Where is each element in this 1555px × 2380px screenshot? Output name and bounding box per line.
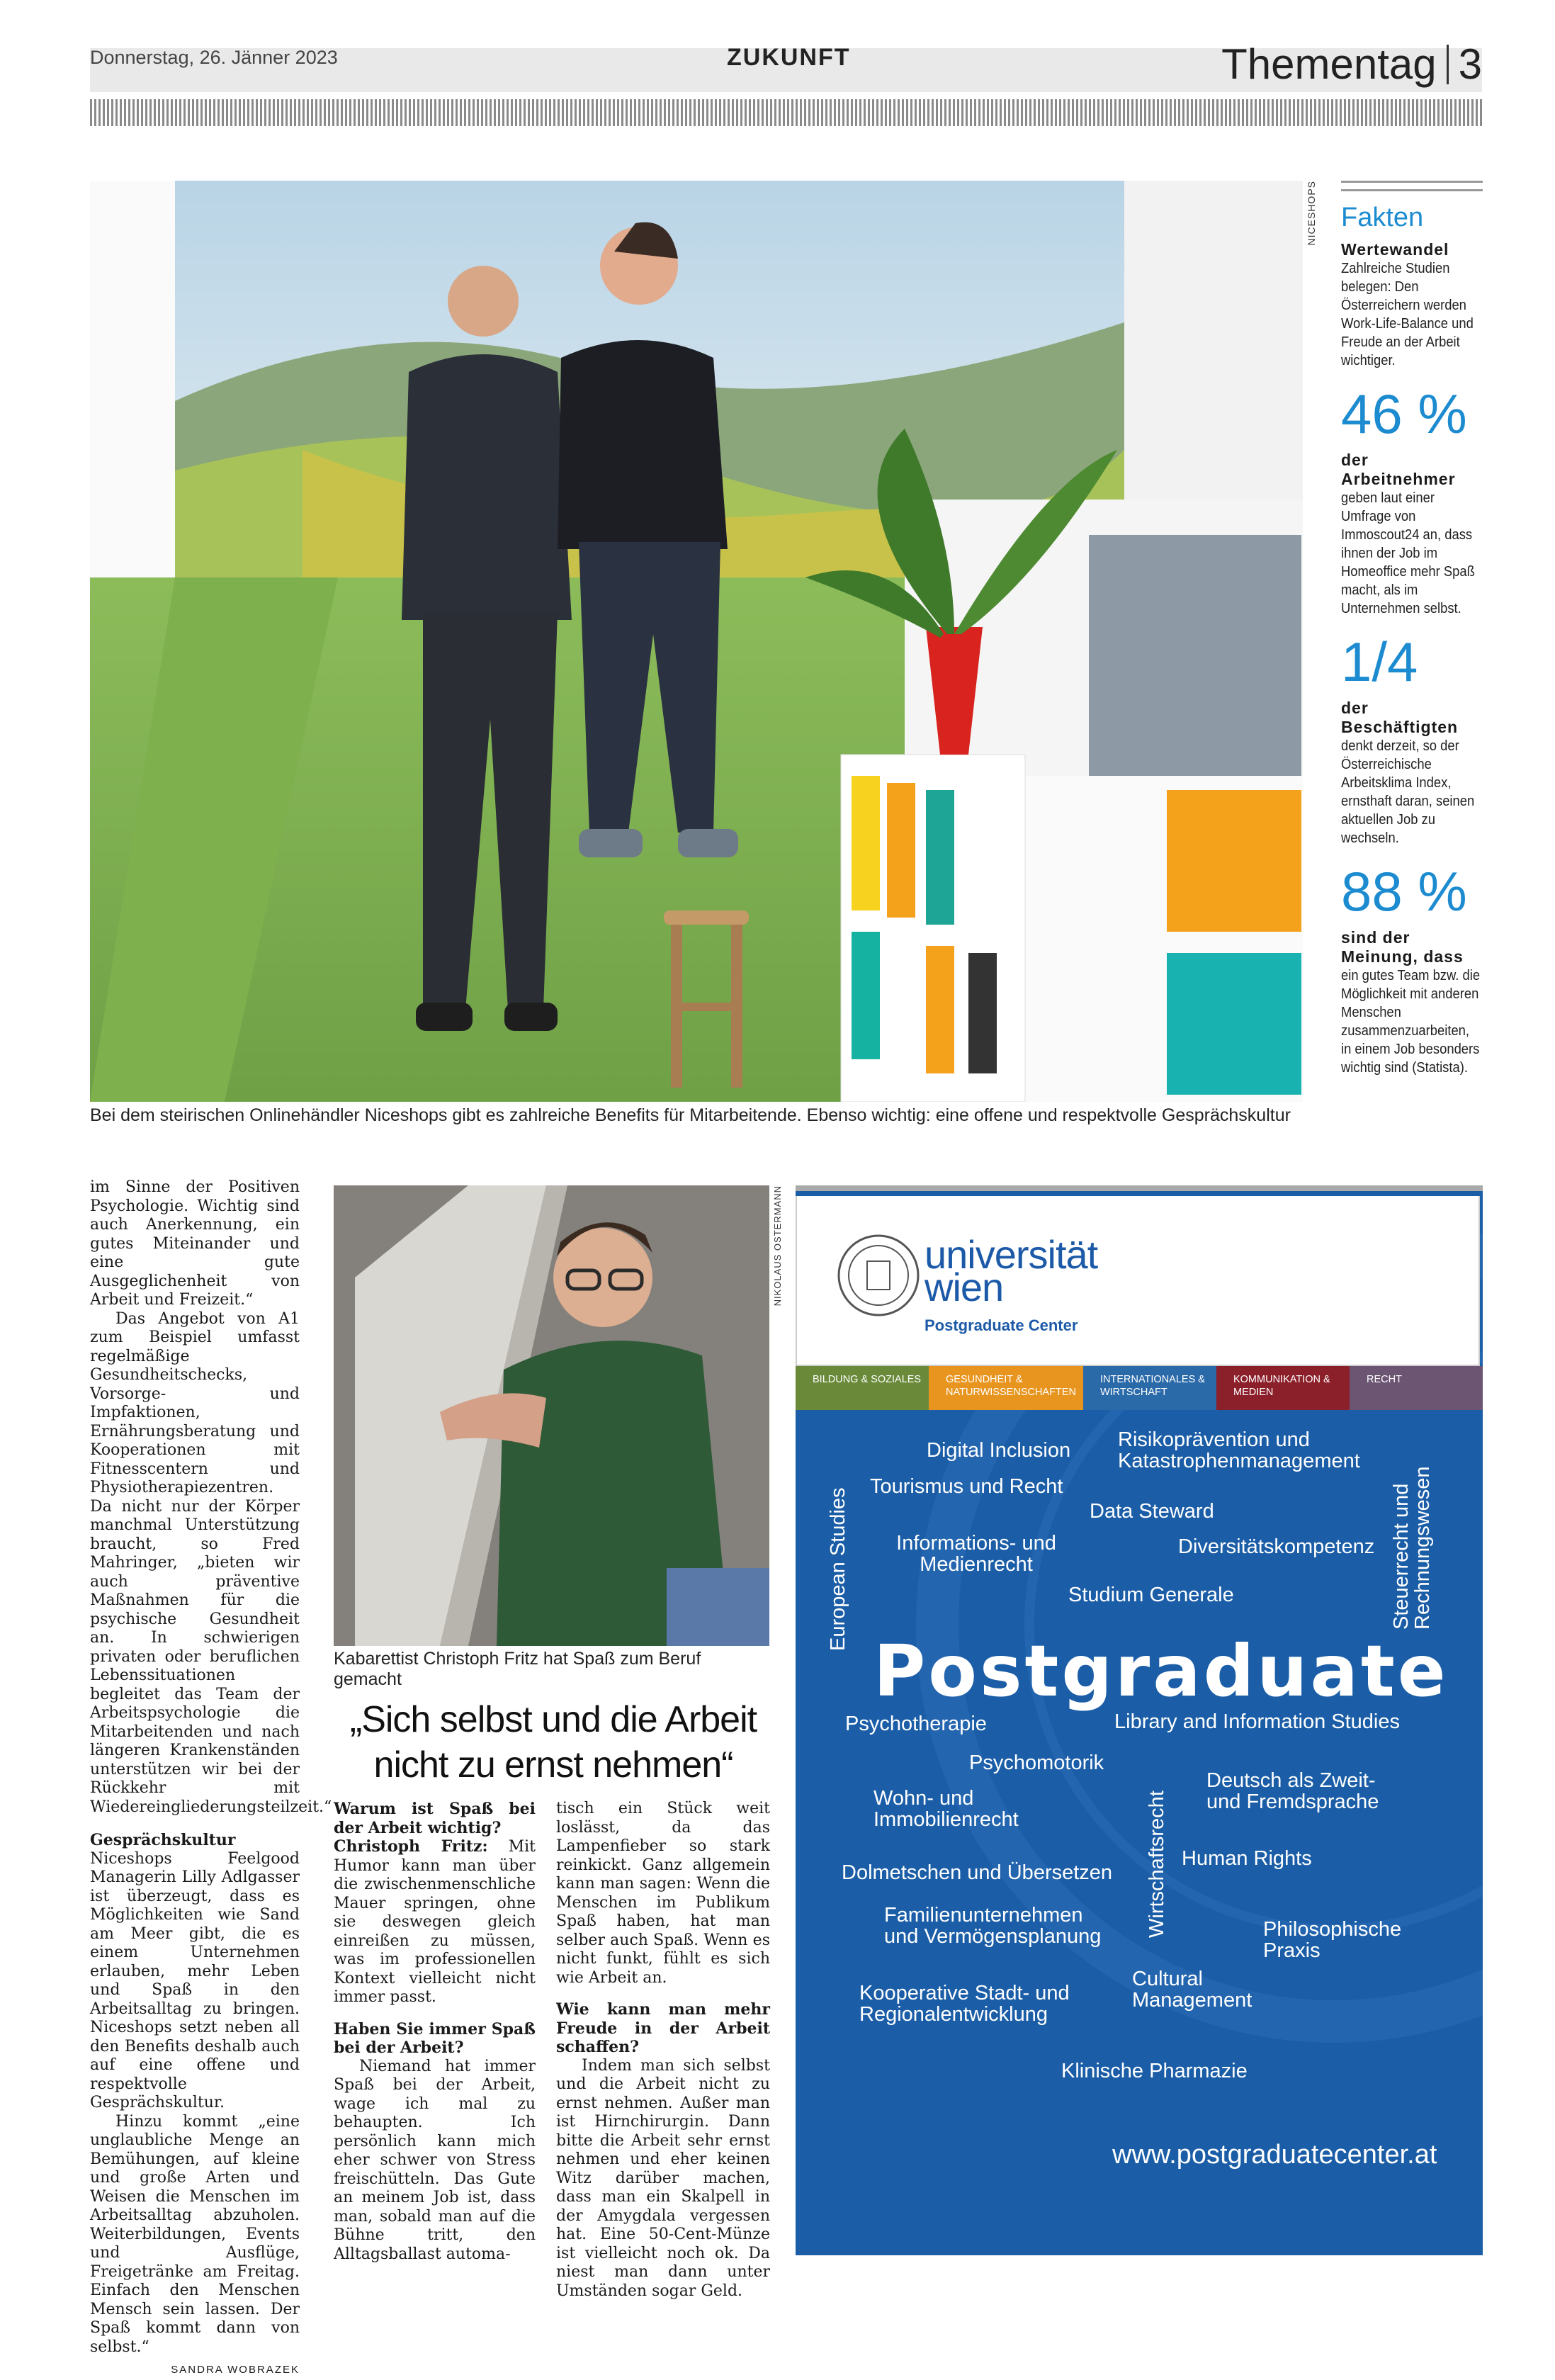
- fact-figure: 46 %: [1341, 383, 1467, 445]
- logo-line: universität: [924, 1232, 1098, 1277]
- divider: [1447, 45, 1449, 84]
- issue-date: Donnerstag, 26. Jänner 2023: [90, 47, 338, 68]
- program-name: Psychotherapie: [845, 1713, 987, 1735]
- category-international[interactable]: INTERNATIONALES & WIRTSCHAFT: [1083, 1366, 1216, 1410]
- fact-text: Zahlreiche Studien belegen: Den Österreichern werden Work-Life-Balance und Freude an der Arbeit wichtiger.: [1341, 261, 1474, 368]
- interview-answer: tisch ein Stück weit loslässt, da das Lampenfieber so stark reinkickt. Ganz allgemein kann man sagen: Wenn die Menschen im Publikum Spaß haben, hat man selber auch Spaß. Wenn es nicht funkt, fühlt es sich wie Arbeit an.: [556, 1800, 770, 1987]
- interview-column: [334, 1800, 536, 2264]
- ad-url-link[interactable]: www.postgraduatecenter.at: [1112, 2140, 1437, 2170]
- fact-keyword: Wertewandel: [1341, 240, 1449, 259]
- program-name: Psychomotorik: [969, 1752, 1104, 1774]
- interview-question: Wie kann man mehr Freude in der Arbeit schaffen?: [556, 2000, 770, 2056]
- logo-subtitle: Postgraduate Center: [924, 1316, 1078, 1334]
- article-author: SANDRA WOBRAZEK: [171, 2364, 300, 2376]
- interview-answer: Niemand hat immer Spaß bei der Arbeit, wage ich mal zu behaupten. Ich persönlich kann mich eher schwer von Stress freischütteln. Das Gute an meinem Job ist, dass man, sobald man auf die Bühne tritt, den Alltagsballast automa-: [334, 2057, 536, 2263]
- fact-keyword: der Arbeitnehmer: [1341, 451, 1456, 488]
- program-name: Wirtschaftsrecht: [1146, 1790, 1168, 1938]
- category-communication[interactable]: KOMMUNIKATION & MEDIEN: [1216, 1366, 1350, 1410]
- program-name: European Studies: [827, 1487, 849, 1651]
- interview-column: [556, 1800, 770, 2301]
- program-name: Wohn- und Immobilienrecht: [873, 1787, 1019, 1831]
- page-label: [1221, 40, 1482, 89]
- category-health[interactable]: GESUNDHEIT & NATURWISSENSCHAFTEN: [929, 1366, 1083, 1410]
- program-name: Informations- und Medienrecht: [896, 1532, 1056, 1576]
- program-name: Diversitätskompetenz: [1178, 1535, 1375, 1558]
- fact-figure: 1/4: [1341, 631, 1418, 693]
- fact-figure: 88 %: [1341, 860, 1467, 923]
- interview-headline: „Sich selbst und die Arbeit nicht zu ernst nehmen“: [349, 1699, 757, 1786]
- article-paragraph: Hinzu kommt „eine unglaubliche Menge an Bemühungen, auf kleine und große Arten und Weisen die Menschen im Arbeitsalltag abzuholen. Weiterbildungen, Events und Ausflüge, Freigetränke am Freitag. Einfach den Menschen Mensch sein lassen. Der Spaß kommt dann von selbst.“: [90, 2112, 300, 2356]
- category-bar: [796, 1366, 1483, 1410]
- article-subhead: Gesprächskultur: [90, 1831, 236, 1849]
- article-paragraph: Das Angebot von A1 zum Beispiel umfasst regelmäßige Gesundheitschecks, Vorsorge- und Impfaktionen, Ernährungsberatung und Kooperationen mit Fitnesscentern und Physiotherapiezentren. Da nicht nur der Körper manchmal Unterstützung braucht, so Fred Mahringer, „bieten wir auch präventive Maßnahmen für die psychische Gesundheit an. In schwierigen privaten oder beruflichen Lebenssituationen begleitet das Team der Arbeitspsychologie die Mitarbeitenden und nach längeren Krankenständen unterstützen wir bei der Rückkehr mit Wiedereingliederungsteilzeit.“: [90, 1309, 332, 1816]
- office-photo-illustration: [90, 181, 1303, 1102]
- program-name: Human Rights: [1182, 1847, 1312, 1870]
- article-paragraph: Niceshops Feelgood Managerin Lilly Adlgasser ist überzeugt, dass es Möglichkeiten wie Sand am Meer gibt, die es einem Unternehmen erlauben, mehr Leben und Spaß in den Arbeitsalltag zu bringen. Niceshops setzt neben all den Benefits deshalb auch auf eine offene und respektvolle Gesprächskultur.: [90, 1849, 300, 2111]
- speaker-name: Christoph Fritz:: [334, 1837, 488, 1856]
- photo-credit: NIKOLAUS OSTERMANN: [772, 1185, 783, 1307]
- fact-text: ein gutes Team bzw. die Möglichkeit mit anderen Menschen zusammenzuarbeiten, in einem Job besonders wichtig sind (Statista).: [1341, 968, 1481, 1076]
- program-name: Familienunternehmen und Vermögensplanung: [884, 1904, 1102, 1948]
- fact-keyword: sind der Meinung, dass: [1341, 928, 1464, 966]
- ad-header: [796, 1196, 1480, 1366]
- fact-text: geben laut einer Umfrage von Immoscout24 an, dass ihnen der Job im Homeoffice mehr Spaß macht, als im Unternehmen selbst.: [1341, 490, 1475, 616]
- page-title: Thementag: [1221, 40, 1437, 88]
- category-law[interactable]: RECHT: [1350, 1366, 1483, 1410]
- interview-question: Haben Sie immer Spaß bei der Arbeit?: [334, 2019, 536, 2057]
- photo-caption: Kabarettist Christoph Fritz hat Spaß zum Beruf gemacht: [334, 1649, 701, 1689]
- program-name: Risikoprävention und Katastrophenmanagement: [1118, 1428, 1360, 1472]
- program-name: Philosophische Praxis: [1263, 1918, 1402, 1962]
- page-number: 3: [1458, 40, 1482, 88]
- logo-line: wien: [924, 1265, 1004, 1309]
- ad-headline: Postgraduate: [873, 1630, 1449, 1713]
- program-name: Steuerrecht und Rechnungswesen: [1390, 1466, 1434, 1630]
- program-name: Kooperative Stadt- und Regionalentwicklung: [859, 1982, 1070, 2026]
- main-photo: [90, 181, 1303, 1102]
- facts-box: [1341, 181, 1483, 1077]
- program-name: Cultural Management: [1132, 1968, 1253, 2012]
- answer-text: Mit Humor kann man über die zwischenmenschliche Mauer springen, ohne sie deswegen gleich einreißen zu müssen, was im professionellen Kontext vielleicht nicht immer passt.: [334, 1838, 536, 2006]
- photo-caption: Bei dem steirischen Onlinehändler Niceshops gibt es zahlreiche Benefits für Mitarbeitende. Ebenso wichtig: eine offene und respektvolle Gesprächskultur: [90, 1105, 1291, 1125]
- program-name: Dolmetschen und Übersetzen: [842, 1861, 1113, 1884]
- interview-answer: Indem man sich selbst und die Arbeit nicht zu ernst nehmen. Außer man ist Hirnchirurgin. Dann bitte die Arbeit sehr ernst nehmen und eher keinen Witz darüber machen, dass man ein Skalpell in der Amygdala vergessen hat. Eine 50-Cent-Münze ist vielleicht noch ok. Da niest man dann unter Umständen sogar Geld.: [556, 2056, 770, 2300]
- university-seal-icon: [836, 1233, 921, 1318]
- portrait-illustration: [334, 1185, 769, 1646]
- section-name: ZUKUNFT: [727, 44, 851, 71]
- program-name: Studium Generale: [1068, 1584, 1234, 1606]
- facts-title: Fakten: [1341, 203, 1424, 232]
- fact-keyword: der Beschäftigten: [1341, 699, 1459, 736]
- program-name: Digital Inclusion: [927, 1439, 1071, 1462]
- fact-text: denkt derzeit, so der Österreichische Arbeitsklima Index, ernsthaft daran, seinen aktuellen Job zu wechseln.: [1341, 738, 1475, 846]
- article-paragraph: im Sinne der Positiven Psychologie. Wichtig sind auch Anerkennung, ein gutes Miteinander und eine gute Ausgeglichenheit von Arbeit und Freizeit.“: [90, 1178, 300, 1309]
- header-stripes: [90, 99, 1482, 126]
- program-name: Tourismus und Recht: [870, 1475, 1063, 1498]
- program-name: Klinische Pharmazie: [1061, 2060, 1248, 2082]
- category-education[interactable]: BILDUNG & SOZIALES: [796, 1366, 929, 1410]
- portrait-photo: [334, 1185, 769, 1646]
- facts-divider: [1341, 181, 1483, 191]
- program-name: Data Steward: [1090, 1500, 1214, 1523]
- university-logo[interactable]: [924, 1232, 1098, 1309]
- program-name: Library and Information Studies: [1114, 1710, 1400, 1733]
- photo-credit: NICESHOPS: [1306, 181, 1317, 246]
- program-name: Deutsch als Zweit- und Fremdsprache: [1206, 1769, 1379, 1813]
- interview-question: Warum ist Spaß bei der Arbeit wichtig?: [334, 1800, 536, 1837]
- article-column: [90, 1178, 332, 2380]
- interview-answer: [334, 1837, 536, 2007]
- ad-divider: [796, 1185, 1483, 1191]
